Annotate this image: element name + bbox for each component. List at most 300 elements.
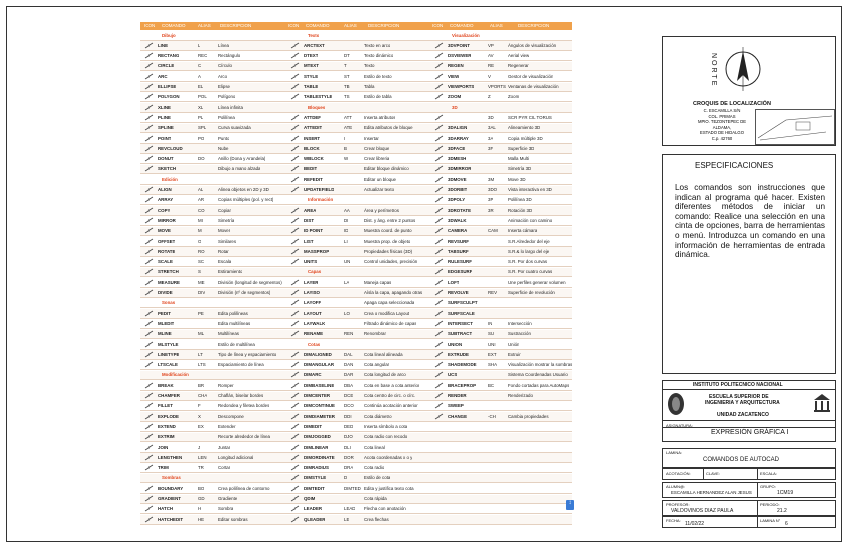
command-icon [144,444,154,451]
scroll-button[interactable]: ↕ [566,500,574,510]
command-icon [290,320,300,327]
command-description: Elipse [218,84,230,89]
command-description: Gestor de visualización [508,73,554,79]
command-description: Similares [218,238,237,244]
command-icon [434,155,444,162]
section-title: Información [308,197,334,203]
command-icon [144,495,154,502]
command-description: Flecha con anotación [364,506,406,512]
table-row [140,113,572,123]
table-row [140,155,572,165]
command-name: LINE [158,42,169,48]
command-description: Recorte alrededor de línea [218,434,270,440]
command-description: Chaflán, biselar bordes [218,393,264,398]
command-alias: A [198,73,201,79]
command-description: Aerial view [508,53,530,59]
command-alias: XL [198,104,204,110]
command-icon [434,341,444,348]
command-description: Renombrar [364,331,386,337]
command-icon [144,238,154,245]
command-description: Move 3D [508,176,526,182]
command-name: ATTDEF [304,114,321,120]
command-alias: -CH [488,413,496,419]
command-alias: DED [344,423,354,429]
command-description: Línea infinita [218,104,243,110]
command-icon [434,268,444,275]
command-name: DIMDIAMETER [304,413,335,419]
command-alias: TR [198,465,204,471]
command-description: Editar sombras [218,516,248,522]
command-alias: PE [198,310,204,316]
command-description: Zoom [508,94,520,100]
acotacion-label: ACOTACIÓN: [666,471,691,476]
command-description: Extender [218,423,236,429]
command-alias: 3R [488,207,494,213]
location-title: CROQUIS DE LOCALIZACIÓN [693,101,771,107]
command-icon [144,320,154,327]
command-name: LAYWALK [304,320,326,326]
command-icon [290,392,300,399]
command-alias: REN [344,331,354,337]
command-name: 3DWALK [448,217,467,223]
command-name: DTEXT [304,53,319,59]
table-row [140,124,572,134]
command-alias: DJO [344,434,353,440]
command-icon [144,104,154,111]
command-icon [434,42,444,49]
command-icon [290,248,300,255]
command-icon [290,351,300,358]
command-name: DIMBASELINE [304,382,335,388]
command-alias: AL [198,187,204,192]
command-name: 3DPOLY [448,197,466,203]
command-icon [290,279,300,286]
command-alias: AR [198,197,205,203]
command-icon [290,433,300,440]
command-name: JOIN [158,444,169,450]
command-alias: V [488,73,491,79]
command-description: Romper [218,382,234,388]
command-name: LAYISO [304,290,320,295]
command-icon [290,207,300,214]
command-alias: PO [198,135,205,141]
command-icon [144,341,154,348]
command-icon [144,135,154,142]
command-description: Extruir [508,351,521,357]
table-row [140,134,572,144]
command-description: División (nº de segmentos) [218,290,271,295]
command-name: VIEW [448,73,460,79]
command-name: OFFSET [158,238,176,244]
command-description: Alinea objetos en 2D y 3D [218,187,269,192]
command-alias: TS [344,94,350,100]
command-name: TRIM [158,465,169,471]
command-icon [144,124,154,131]
table-row [140,319,572,329]
command-description: Estilo de multilínea [218,341,255,347]
command-name: SWEEP [448,403,464,409]
command-icon [434,93,444,100]
command-alias: LE [344,516,350,522]
table-row [140,278,572,288]
command-description: Superficie 3D [508,145,535,151]
address-line: C.p. 42760 [711,135,733,141]
command-description: Círculo [218,63,232,69]
command-alias: DRA [344,465,354,471]
command-description: Insertar [364,135,379,141]
command-description: Malla Multi [508,156,529,162]
command-name: MIRROR [158,217,176,223]
table-row [140,289,572,299]
command-icon [290,238,300,245]
table-header-cell: ICON [432,23,444,28]
command-name: POLYGON [158,94,180,100]
command-icon [144,73,154,80]
table-header-cell: ALIAS [490,23,503,28]
table-row [140,247,572,257]
command-description: Alineamiento 3D [508,125,541,131]
command-name: 3DVPOINT [448,42,470,48]
command-alias: ID [344,228,349,234]
command-icon [434,299,444,306]
section-title: Bloques [308,104,326,110]
command-description: Edita polilíneas [218,310,248,316]
command-description: Descompone [218,413,244,419]
command-description: Filtrado dinámico de capas [364,320,417,326]
command-alias: ATT [344,114,352,120]
command-alias: Z [488,94,491,100]
command-name: UNITS [304,259,318,265]
section-title: 3D [452,104,458,110]
command-name: RENAME [304,331,324,337]
command-alias: 3AL [488,125,496,131]
command-alias: DO [198,156,205,162]
table-row [140,268,572,278]
command-description: Rectángulo [218,53,241,59]
command-icon [434,248,444,255]
command-icon [144,114,154,121]
table-header-cell: DESCRIPCION [518,23,550,28]
command-description: Visualización mostrar la sombras [508,362,572,368]
command-description: Punto [218,135,230,141]
command-description: Intersección [508,320,532,326]
command-alias: EXT [488,351,497,357]
command-alias: ST [344,73,350,79]
command-icon [434,289,444,296]
command-name: SUBTRACT [448,331,473,337]
command-icon [144,454,154,461]
command-icon [434,124,444,131]
table-header-cell: DESCRIPCION [368,23,400,28]
course-box [662,420,836,442]
command-name: 3DMOVE [448,176,467,182]
command-alias: SPL [198,125,207,131]
command-name: SHADEMODE [448,362,477,368]
command-icon [290,155,300,162]
command-description: Crear libreria [364,156,390,162]
command-name: CIRCLE [158,63,175,69]
command-description: Unión [508,341,520,347]
command-description: Cota lineal alineada [364,351,403,357]
command-name: BLOCK [304,145,320,151]
command-name: EXTRIM [158,434,175,440]
lamina-label: LAMINA N° [760,518,781,523]
section-title: Dibujo [162,32,176,38]
command-alias: H [198,506,202,512]
command-name: TABLE [304,84,319,89]
command-name: UCS [448,372,458,378]
command-description: Tipo de línea y espaciamiento [218,351,277,357]
command-icon [144,155,154,162]
table-row [140,31,572,41]
command-icon [144,93,154,100]
command-alias: DIV [198,290,206,295]
escala-label: ESCALA: [760,471,777,476]
command-icon [290,361,300,368]
command-name: ARRAY [158,197,174,203]
command-alias: DIMTED [344,485,361,491]
command-description: Continúa acotación anterior [364,403,418,409]
command-icon [290,299,300,306]
command-name: QDIM [304,496,316,501]
command-name: 3DARRAY [448,135,469,141]
command-name: QLEADER [304,516,326,522]
command-alias: CHA [198,393,208,398]
command-description: Anillo (Dona y Arandela) [218,156,266,162]
command-name: DIVIDE [158,290,173,295]
command-icon [290,289,300,296]
command-alias: DT [344,53,350,59]
grupo-value: 1CM19 [777,490,794,496]
table-row [140,258,572,268]
unit-name: UNIDAD ZACATENCO [717,412,769,418]
school-line-2: INGENIERIA Y ARQUITECTURA [705,400,780,406]
command-description: Mover [218,228,231,234]
section-title: Edición [162,176,178,182]
command-alias: RO [198,248,205,254]
table-row [140,330,572,340]
command-name: MOVE [158,228,171,234]
command-description: Cota diámetro [364,413,392,419]
sheet-box [662,448,836,468]
command-name: LIST [304,238,314,244]
fecha-value: 11/02/22 [685,521,705,527]
command-name: REVSURF [448,238,469,244]
north-location-box [662,36,836,146]
table-row [140,474,572,484]
command-name: PLINE [158,114,171,120]
command-icon [290,423,300,430]
command-name: RECTANG [158,53,180,59]
command-name: CHANGE [448,413,468,419]
location-map [755,109,835,145]
command-icon [144,258,154,265]
command-icon [290,165,300,172]
command-icon [144,423,154,430]
command-description: Crea o modifica Layout [364,310,410,316]
command-name: GRADIENT [158,496,181,501]
command-icon [434,217,444,224]
command-alias: DDI [344,413,352,419]
fecha-row [662,516,836,528]
command-alias: POL [198,94,207,100]
command-icon [290,495,300,502]
command-icon [290,310,300,317]
command-alias: B [344,145,347,151]
command-name: INSERT [304,135,321,141]
command-alias: C [198,63,202,69]
command-name: MLEDIT [158,320,175,326]
table-row [140,402,572,412]
table-row [140,103,572,113]
command-name: SKETCH [158,166,177,172]
command-name: DIST [304,217,315,223]
command-description: Crea flechas [364,516,389,522]
command-icon [434,73,444,80]
command-alias: ME [198,279,205,285]
command-description: Simetría 3D [508,166,532,172]
command-icon [290,62,300,69]
north-label: NORTE [710,53,717,88]
command-name: LOFT [448,279,460,285]
command-description: Edita atributos de bloque [364,125,413,131]
command-icon [290,371,300,378]
command-name: LAYOFF [304,300,322,306]
command-name: DSVIEWER [448,53,472,59]
command-name: MLINE [158,331,172,337]
command-description: Actualizar texto [364,187,395,192]
course-label: ASIGNATURA: [666,423,693,428]
command-icon [434,62,444,69]
table-header-cell: COMANDO [450,23,474,28]
command-icon [290,474,300,481]
command-alias: SHA [488,362,498,368]
command-icon [434,361,444,368]
command-alias: L [198,42,201,48]
command-icon [290,413,300,420]
command-description: S.R. Por cuatro curvas [508,269,553,275]
command-description: Edita y justifica texto cota [364,485,414,491]
command-description: Juntar [218,444,231,450]
command-description: Ángulos de visualización [508,42,557,48]
table-row [140,371,572,381]
command-table [140,22,572,526]
command-icon [144,413,154,420]
command-icon [290,485,300,492]
command-alias: BC [488,382,495,388]
command-icon [290,83,300,90]
command-alias: VP [488,42,494,48]
command-description: Multilíneas [218,331,239,337]
command-icon [290,217,300,224]
command-alias: DAL [344,351,353,357]
command-name: REVOLVE [448,290,469,295]
command-name: LEADER [304,506,323,512]
table-header-cell: COMANDO [306,23,330,28]
command-alias: RE [488,63,495,69]
command-name: SCALE [158,259,173,265]
command-description: Cambia propiedades [508,413,549,419]
command-name: ARC [158,73,168,79]
clave-label: CLAVE: [706,471,720,476]
command-name: MEASURE [158,279,180,285]
command-name: COPY [158,207,171,213]
command-icon [434,310,444,317]
command-icon [434,413,444,420]
periodo-label: PERIODO: [760,502,780,507]
command-description: Texto dinámico [364,53,394,59]
command-icon [290,52,300,59]
table-header-cell: ALIAS [198,23,211,28]
table-header-cell: DESCRIPCION [220,23,252,28]
command-name: 3DMESH [448,156,467,162]
spec-body: Los comandos son instrucciones que indican al programa qué hacer. Existen diferentes métodos de iniciar un comando: Realice una selección en una cinta de opciones, barra de herramientas o menú. Introduzca un comando en una información de herramientas de entrada dinámica. [675,183,825,260]
command-icon [290,505,300,512]
command-alias: GD [198,496,205,501]
command-description: Copias múltiples (pol. y rect) [218,197,274,203]
command-name: LENGTHEN [158,454,183,460]
profesor-value: VALDOVINOS DIAZ PAULA [671,508,734,514]
command-name: SPLINE [158,125,174,131]
command-description: Simetría [218,217,235,223]
command-name: HATCHEDIT [158,516,184,522]
table-row [140,165,572,175]
command-name: EDGESURF [448,269,473,275]
command-description: Copiar [218,207,231,213]
command-description: Espaciamiento de línea [218,362,264,368]
alumno-value: ESCAMILLA HERNANDEZ ALAN JESUS [671,490,752,495]
table-row [140,175,572,185]
command-icon [144,248,154,255]
command-name: BOUNDARY [158,485,184,491]
command-icon [144,42,154,49]
ipn-logo-icon [667,392,685,416]
institution-name: INSTITUTO POLITECNICO NACIONAL [693,382,783,388]
command-alias: DCE [344,393,354,398]
command-name: DIMEDIT [304,423,323,429]
section-title: Sonas [162,300,176,306]
command-icon [434,279,444,286]
command-icon [144,392,154,399]
command-alias: ATE [344,125,353,131]
command-alias: DLI [344,444,351,450]
command-icon [144,227,154,234]
table-row [140,309,572,319]
command-alias: VPORTS [488,84,506,89]
command-name: 3DMIRROR [448,166,472,172]
command-description: Vista interactiva en 3D [508,187,552,192]
command-name: UPDATEFIELD [304,187,335,192]
command-icon [144,516,154,523]
table-row [140,186,572,196]
command-description: Polilínea [218,114,235,120]
command-description: Escala [218,259,232,265]
command-alias: REV [488,290,498,295]
command-icon [434,207,444,214]
command-description: Control unidades, precisión [364,259,418,265]
command-icon [434,165,444,172]
command-icon [290,227,300,234]
command-description: Redondea y filetea bordes [218,403,270,409]
command-description: Dist. y áng. entre 2 puntos [364,217,416,223]
address-line: MPIO. TEZONTEPEC DE ALDAMA, [697,119,747,130]
command-icon [434,330,444,337]
table-row [140,83,572,93]
command-name: FILLET [158,403,173,409]
command-icon [144,310,154,317]
section-title: Modificación [162,372,189,378]
section-title: Cotas [308,341,321,347]
